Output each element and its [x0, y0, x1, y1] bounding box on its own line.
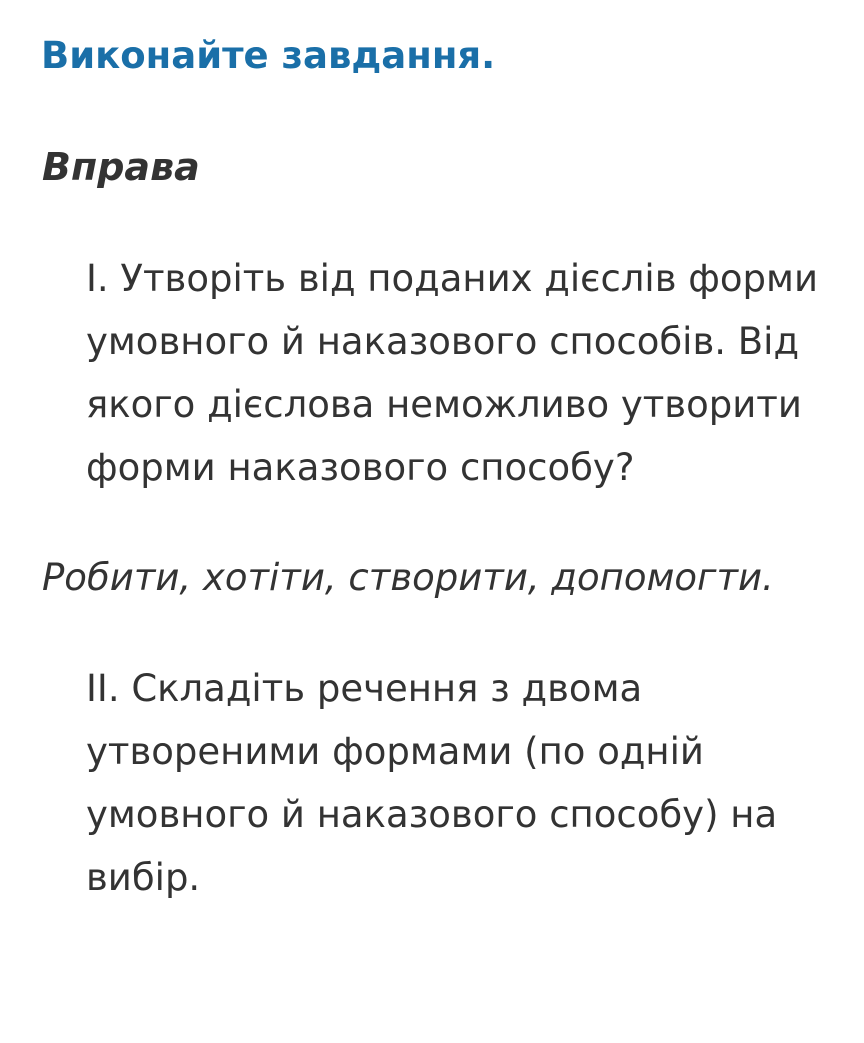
- task-one-line: І. Утворіть від поданих дієслів форми: [86, 257, 818, 300]
- exercise-title: Вправа: [42, 145, 200, 189]
- task-two-line: вибір.: [86, 856, 201, 899]
- verb-list: Робити, хотіти, створити, допомогти.: [42, 556, 774, 599]
- task-one-paragraph: [86, 247, 856, 499]
- page-title: Виконайте завдання.: [41, 34, 496, 77]
- task-one-line: умовного й наказового способів. Від: [86, 320, 800, 363]
- task-two-paragraph: [86, 657, 856, 909]
- task-two-line: утвореними формами (по одній: [86, 730, 704, 773]
- task-two-line: ІІ. Складіть речення з двома: [86, 667, 643, 710]
- task-two-line: умовного й наказового способу) на: [86, 793, 778, 836]
- task-one-line: форми наказового способу?: [86, 446, 635, 489]
- task-one-line: якого дієслова неможливо утворити: [86, 383, 802, 426]
